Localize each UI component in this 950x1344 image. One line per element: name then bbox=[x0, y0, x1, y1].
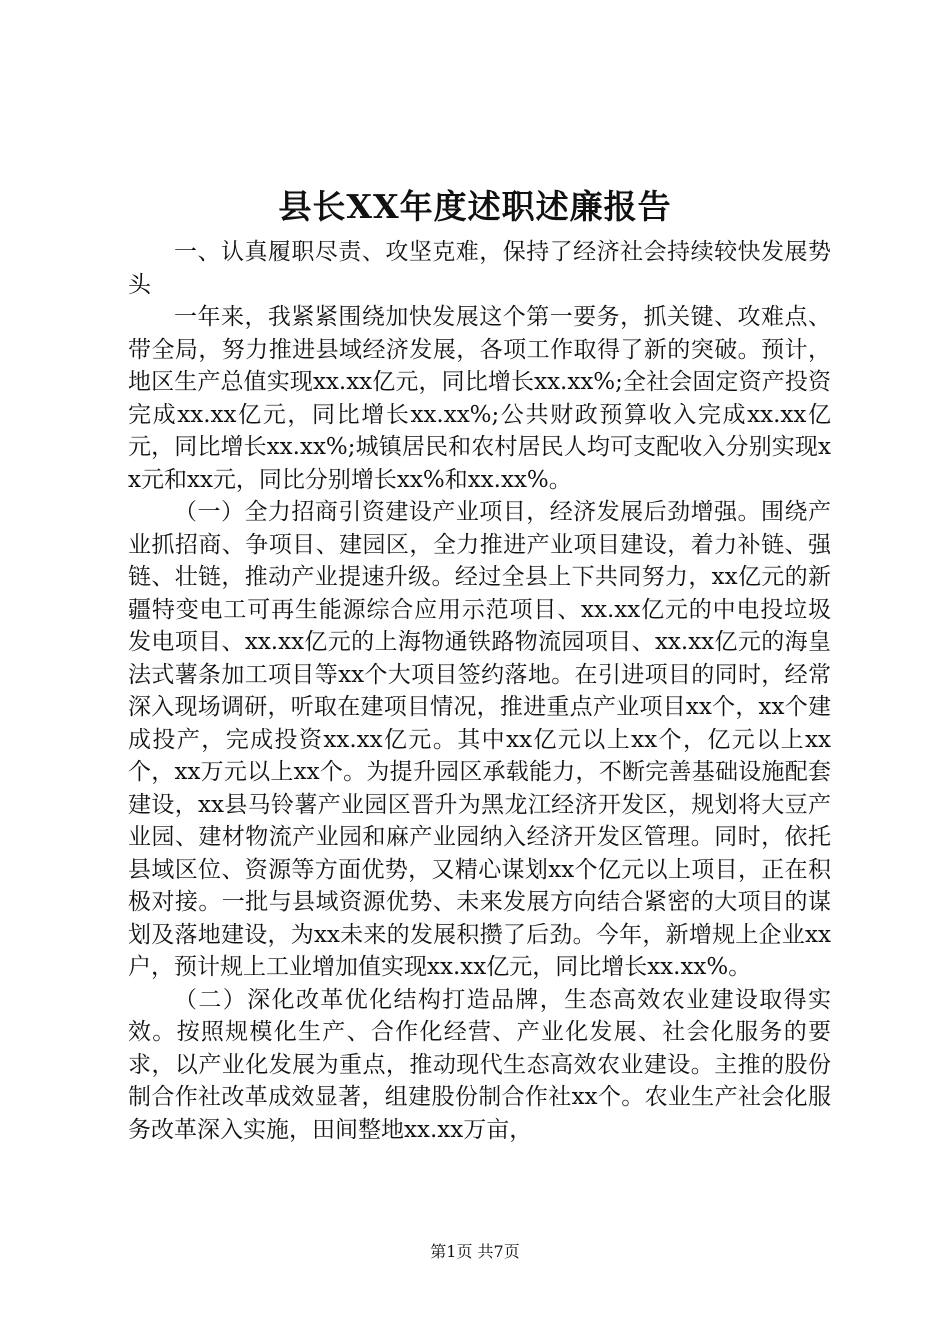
document-body bbox=[128, 236, 831, 1146]
document-title: 县长XX年度述职述廉报告 bbox=[278, 187, 672, 226]
body-paragraph: （一）全力招商引资建设产业项目，经济发展后劲增强。围绕产业抓招商、争项目、建园区，全力推进产业项目建设，着力补链、强链、壮链，推动产业提速升级。经过全县上下共同努力，xx亿元的新疆特变电工可再生能源综合应用示范项目、xx.xx亿元的中电投垃圾发电项目、xx.xx亿元的上海物通铁路物流园项目、xx.xx亿元的海皇法式薯条加工项目等xx个大项目签约落地。在引进项目的同时，经常深入现场调研，听取在建项目情况，推进重点产业项目xx个，xx个建成投产，完成投资xx.xx亿元。其中xx亿元以上xx个，亿元以上xx个，xx万元以上xx个。为提升园区承载能力，不断完善基础设施配套建设，xx县马铃薯产业园区晋升为黑龙江经济开发区，规划将大豆产业园、建材物流产业园和麻产业园纳入经济开发区管理。同时，依托县域区位、资源等方面优势，又精心谋划xx个亿元以上项目，正在积极对接。一批与县域资源优势、未来发展方向结合紧密的大项目的谋划及落地建设，为xx未来的发展积攒了后劲。今年，新增规上企业xx户，预计规上工业增加值实现xx.xx亿元，同比增长xx.xx%。 bbox=[128, 499, 831, 980]
section-heading-1: 一、认真履职尽责、攻坚克难，保持了经济社会持续较快发展势头 bbox=[128, 239, 831, 298]
body-paragraph: 一年来，我紧紧围绕加快发展这个第一要务，抓关键、攻难点、带全局，努力推进县域经济发展，各项工作取得了新的突破。预计，地区生产总值实现xx.xx亿元，同比增长xx.xx%;全社会固定资产投资完成xx.xx亿元，同比增长xx.xx%;公共财政预算收入完成xx.xx亿元，同比增长xx.xx%;城镇居民和农村居民人均可支配收入分别实现xx元和xx元，同比分别增长xx%和xx.xx%。 bbox=[128, 304, 831, 493]
body-paragraph: （二）深化改革优化结构打造品牌，生态高效农业建设取得实效。按照规模化生产、合作化经营、产业化发展、社会化服务的要求，以产业化发展为重点，推动现代生态高效农业建设。主推的股份制合作社改革成效显著，组建股份制合作社xx个。农业生产社会化服务改革深入实施，田间整地xx.xx万亩， bbox=[128, 986, 831, 1143]
page-number-footer: 第1页 共7页 bbox=[430, 1242, 520, 1261]
